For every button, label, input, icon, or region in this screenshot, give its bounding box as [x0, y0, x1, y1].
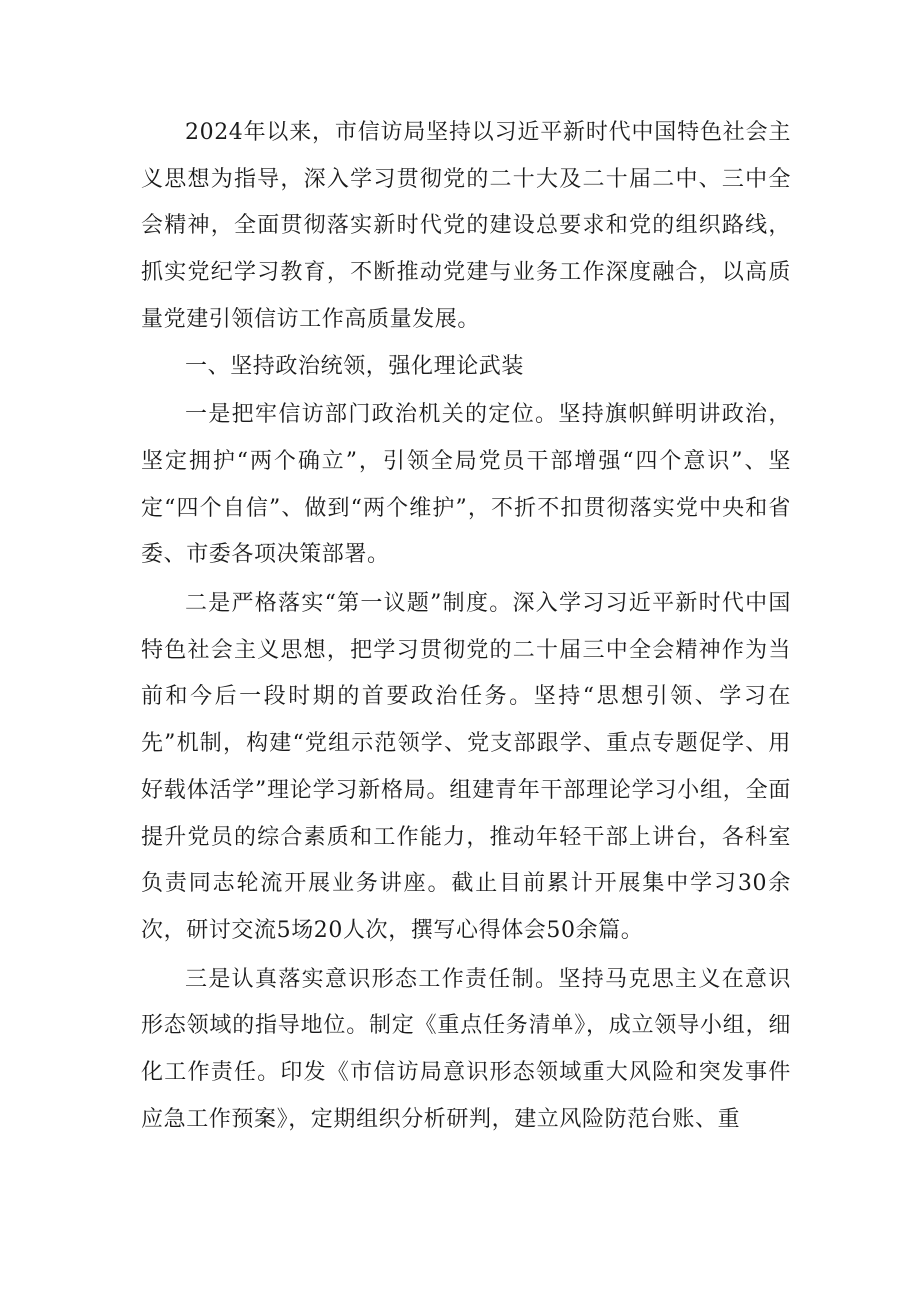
section-heading: 一、坚持政治统领，强化理论武装 — [185, 353, 525, 379]
point-one-paragraph: 一是把牢信访部门政治机关的定位。坚持旗帜鲜明讲政治，坚定拥护“两个确立”，引领全局党员干部增强“四个意识”、坚定“四个自信”、做到“两个维护”，不折不扣贯彻落实党中央和省委、市委各项决策部署。 — [141, 402, 791, 568]
point-three-paragraph: 三是认真落实意识形态工作责任制。坚持马克思主义在意识形态领域的指导地位。制定《重点任务清单》，成立领导小组，细化工作责任。印发《市信访局意识形态领域重大风险和突发事件应急工作预案》，定期组织分析研判，建立风险防范台账、重 — [141, 966, 791, 1132]
document-body — [141, 110, 791, 1143]
point-two-paragraph: 二是严格落实“第一议题”制度。深入学习习近平新时代中国特色社会主义思想，把学习贯彻党的二十届三中全会精神作为当前和今后一段时期的首要政治任务。坚持“思想引领、学习在先”机制，构建“党组示范领学、党支部跟学、重点专题促学、用好载体活学”理论学习新格局。组建青年干部理论学习小组，全面提升党员的综合素质和工作能力，推动年轻干部上讲台，各科室负责同志轮流开展业务讲座。截止目前累计开展集中学习30余次，研讨交流5场20人次，撰写心得体会50余篇。 — [141, 591, 791, 943]
intro-paragraph: 2024年以来，市信访局坚持以习近平新时代中国特色社会主义思想为指导，深入学习贯彻党的二十大及二十届二中、三中全会精神，全面贯彻落实新时代党的建设总要求和党的组织路线，抓实党纪学习教育，不断推动党建与业务工作深度融合，以高质量党建引领信访工作高质量发展。 — [141, 120, 791, 332]
